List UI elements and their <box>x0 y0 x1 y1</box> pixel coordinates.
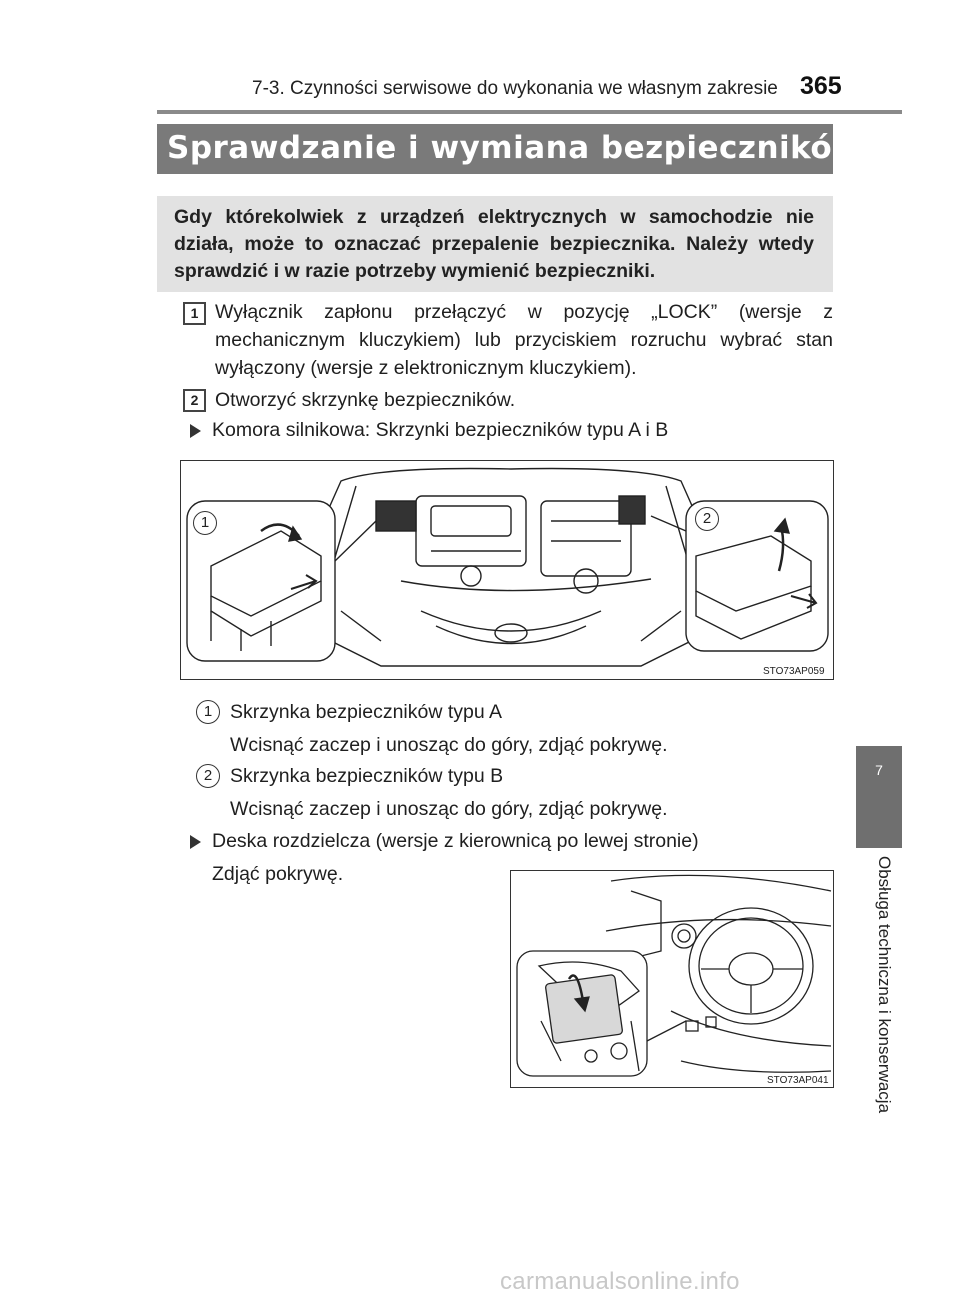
figure-code: STO73AP041 <box>767 1075 829 1086</box>
bullet-engine-text: Komora silnikowa: Skrzynki bezpieczników typu A i B <box>212 419 669 441</box>
callout-1-label: Skrzynka bezpieczników typu A <box>230 701 503 723</box>
engine-bay-illustration <box>181 461 833 679</box>
watermark: carmanualsonline.info <box>500 1268 740 1295</box>
callout-1-action: Wcisnąć zaczep i unosząc do góry, zdjąć pokrywę. <box>230 734 668 756</box>
page-title: Sprawdzanie i wymiana bezpieczników <box>167 130 862 166</box>
step-1-text: Wyłącznik zapłonu przełączyć w pozycję „LOCK” (wersje z mechanicznym kluczykiem) lub przyciskiem rozruchu wybrać stan wyłączony (wersje z elektronicznym kluczykiem). <box>215 301 833 379</box>
step-number-2: 2 <box>183 389 206 412</box>
running-header: 7-3. Czynności serwisowe do wykonania we własnym zakresie <box>252 78 778 99</box>
chapter-label: Obsługa techniczna i konserwacja <box>875 856 894 1114</box>
intro-text: Gdy którekolwiek z urządzeń elektrycznych w samochodzie nie działa, może to oznaczać przepalenie bezpiecznika. Należy wtedy sprawdzić i w razie potrzeby wymienić bezpieczniki. <box>174 206 814 282</box>
figure-callout-2: 2 <box>695 507 719 531</box>
bullet-arrow-icon <box>190 835 201 849</box>
dashboard-action-text: Zdjąć pokrywę. <box>212 863 344 885</box>
bullet-dashboard-text: Deska rozdzielcza (wersje z kierownicą po lewej stronie) <box>212 830 699 852</box>
header-rule <box>157 110 902 114</box>
callout-2-label: Skrzynka bezpieczników typu B <box>230 765 504 787</box>
chapter-number: 7 <box>875 762 883 778</box>
engine-bay-figure <box>180 460 834 680</box>
chapter-label-container <box>868 856 898 1122</box>
step-2-text: Otworzyć skrzynkę bezpieczników. <box>215 389 516 411</box>
dashboard-illustration <box>511 871 833 1087</box>
bullet-arrow-icon <box>190 424 201 438</box>
chapter-tab <box>856 746 902 848</box>
title-band <box>157 124 862 174</box>
intro-box <box>157 196 833 292</box>
callout-2-action: Wcisnąć zaczep i unosząc do góry, zdjąć pokrywę. <box>230 798 668 820</box>
figure-code: STO73AP059 <box>763 666 825 677</box>
callout-number-1: 1 <box>196 700 220 724</box>
step-number-1: 1 <box>183 302 206 325</box>
callout-number-2: 2 <box>196 764 220 788</box>
figure-callout-1: 1 <box>193 511 217 535</box>
dashboard-figure <box>510 870 834 1088</box>
page-number: 365 <box>800 72 842 100</box>
